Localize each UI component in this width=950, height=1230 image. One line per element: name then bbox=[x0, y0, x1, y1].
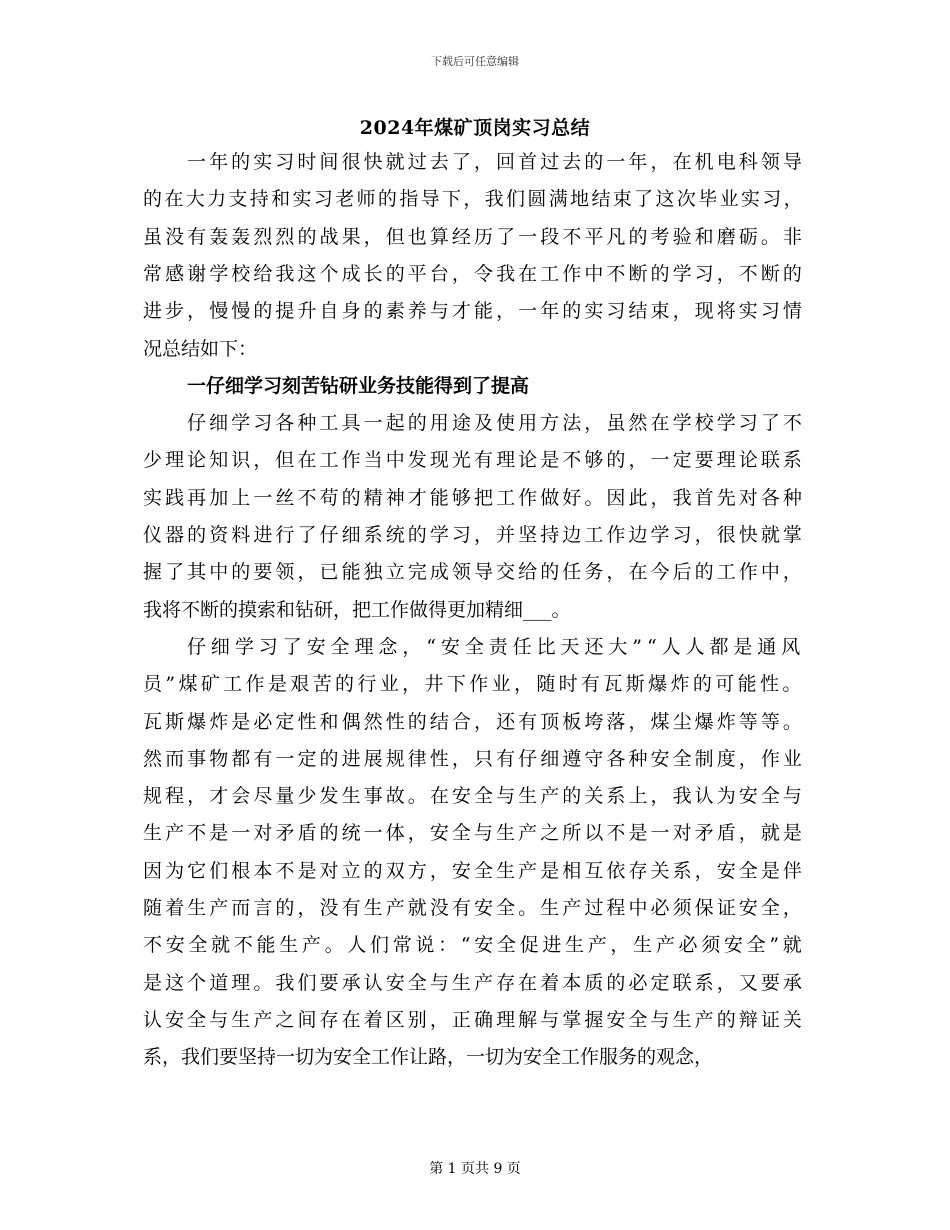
body-text-line: 我将不断的摸索和钻研，把工作做得更加精细___。 bbox=[143, 598, 571, 621]
body-text-line: 员”煤矿工作是艰苦的行业，井下作业，随时有瓦斯爆炸的可能性。 bbox=[143, 673, 805, 696]
body-text-line: 仔细学习了安全理念，“安全责任比天还大”“人人都是通风 bbox=[187, 635, 806, 658]
body-text-line: 仔细学习各种工具一起的用途及使用方法，虽然在学校学习了不 bbox=[187, 412, 806, 435]
body-text-line: 随着生产而言的，没有生产就没有安全。生产过程中必须保证安全， bbox=[143, 897, 806, 919]
body-text-line: 是这个道理。我们要承认安全与生产存在着本质的必定联系，又要承 bbox=[143, 971, 806, 994]
body-text-line: 规程，才会尽量少发生事故。在安全与生产的关系上，我认为安全与 bbox=[143, 785, 806, 808]
body-text-line: 的在大力支持和实习老师的指导下，我们圆满地结束了这次毕业实习， bbox=[143, 188, 806, 211]
body-text-line: 进步，慢慢的提升自身的素养与才能，一年的实习结束，现将实习情 bbox=[143, 300, 806, 323]
body-text-line: 仪器的资料进行了仔细系统的学习，并坚持边工作边学习，很快就掌 bbox=[143, 524, 806, 546]
body-text-line: 因为它们根本不是对立的双方，安全生产是相互依存关系，安全是伴 bbox=[143, 859, 806, 882]
body-text-line: 然而事物都有一定的进展规律性，只有仔细遵守各种安全制度，作业 bbox=[143, 747, 806, 770]
header-note: 下载后可任意编辑 bbox=[431, 55, 519, 68]
page-footer: 第 1 页共 9 页 bbox=[429, 1161, 521, 1177]
body-text-line: 虽没有轰轰烈烈的战果，但也算经历了一段不平凡的考验和磨砺。非 bbox=[143, 225, 806, 248]
body-text-line: 实践再加上一丝不苟的精神才能够把工作做好。因此，我首先对各种 bbox=[143, 486, 806, 509]
body-text-line: 少理论知识，但在工作当中发现光有理论是不够的，一定要理论联系 bbox=[143, 449, 806, 472]
section-heading: 一仔细学习刻苦钻研业务技能得到了提高 bbox=[187, 374, 530, 397]
body-text-line: 认安全与生产之间存在着区别，正确理解与掌握安全与生产的辩证关 bbox=[143, 1008, 806, 1031]
body-text-line: 握了其中的要领，已能独立完成领导交给的任务，在今后的工作中， bbox=[143, 561, 806, 584]
document-title: 2024年煤矿顶岗实习总结 bbox=[359, 117, 591, 139]
body-text-line: 常感谢学校给我这个成长的平台，令我在工作中不断的学习，不断的 bbox=[143, 262, 806, 285]
body-text-line: 生产不是一对矛盾的统一体，安全与生产之所以不是一对矛盾，就是 bbox=[143, 822, 806, 845]
body-text-line: 系，我们要坚持一切为安全工作让路，一切为安全工作服务的观念， bbox=[143, 1046, 714, 1069]
body-text-line: 瓦斯爆炸是必定性和偶然性的结合，还有顶板垮落，煤尘爆炸等等。 bbox=[143, 710, 806, 733]
body-text-line: 不安全就不能生产。人们常说：“安全促进生产，生产必须安全”就 bbox=[143, 934, 806, 957]
body-text-line: 一年的实习时间很快就过去了，回首过去的一年，在机电科领导 bbox=[187, 151, 806, 173]
body-text-line: 况总结如下： bbox=[143, 337, 258, 360]
